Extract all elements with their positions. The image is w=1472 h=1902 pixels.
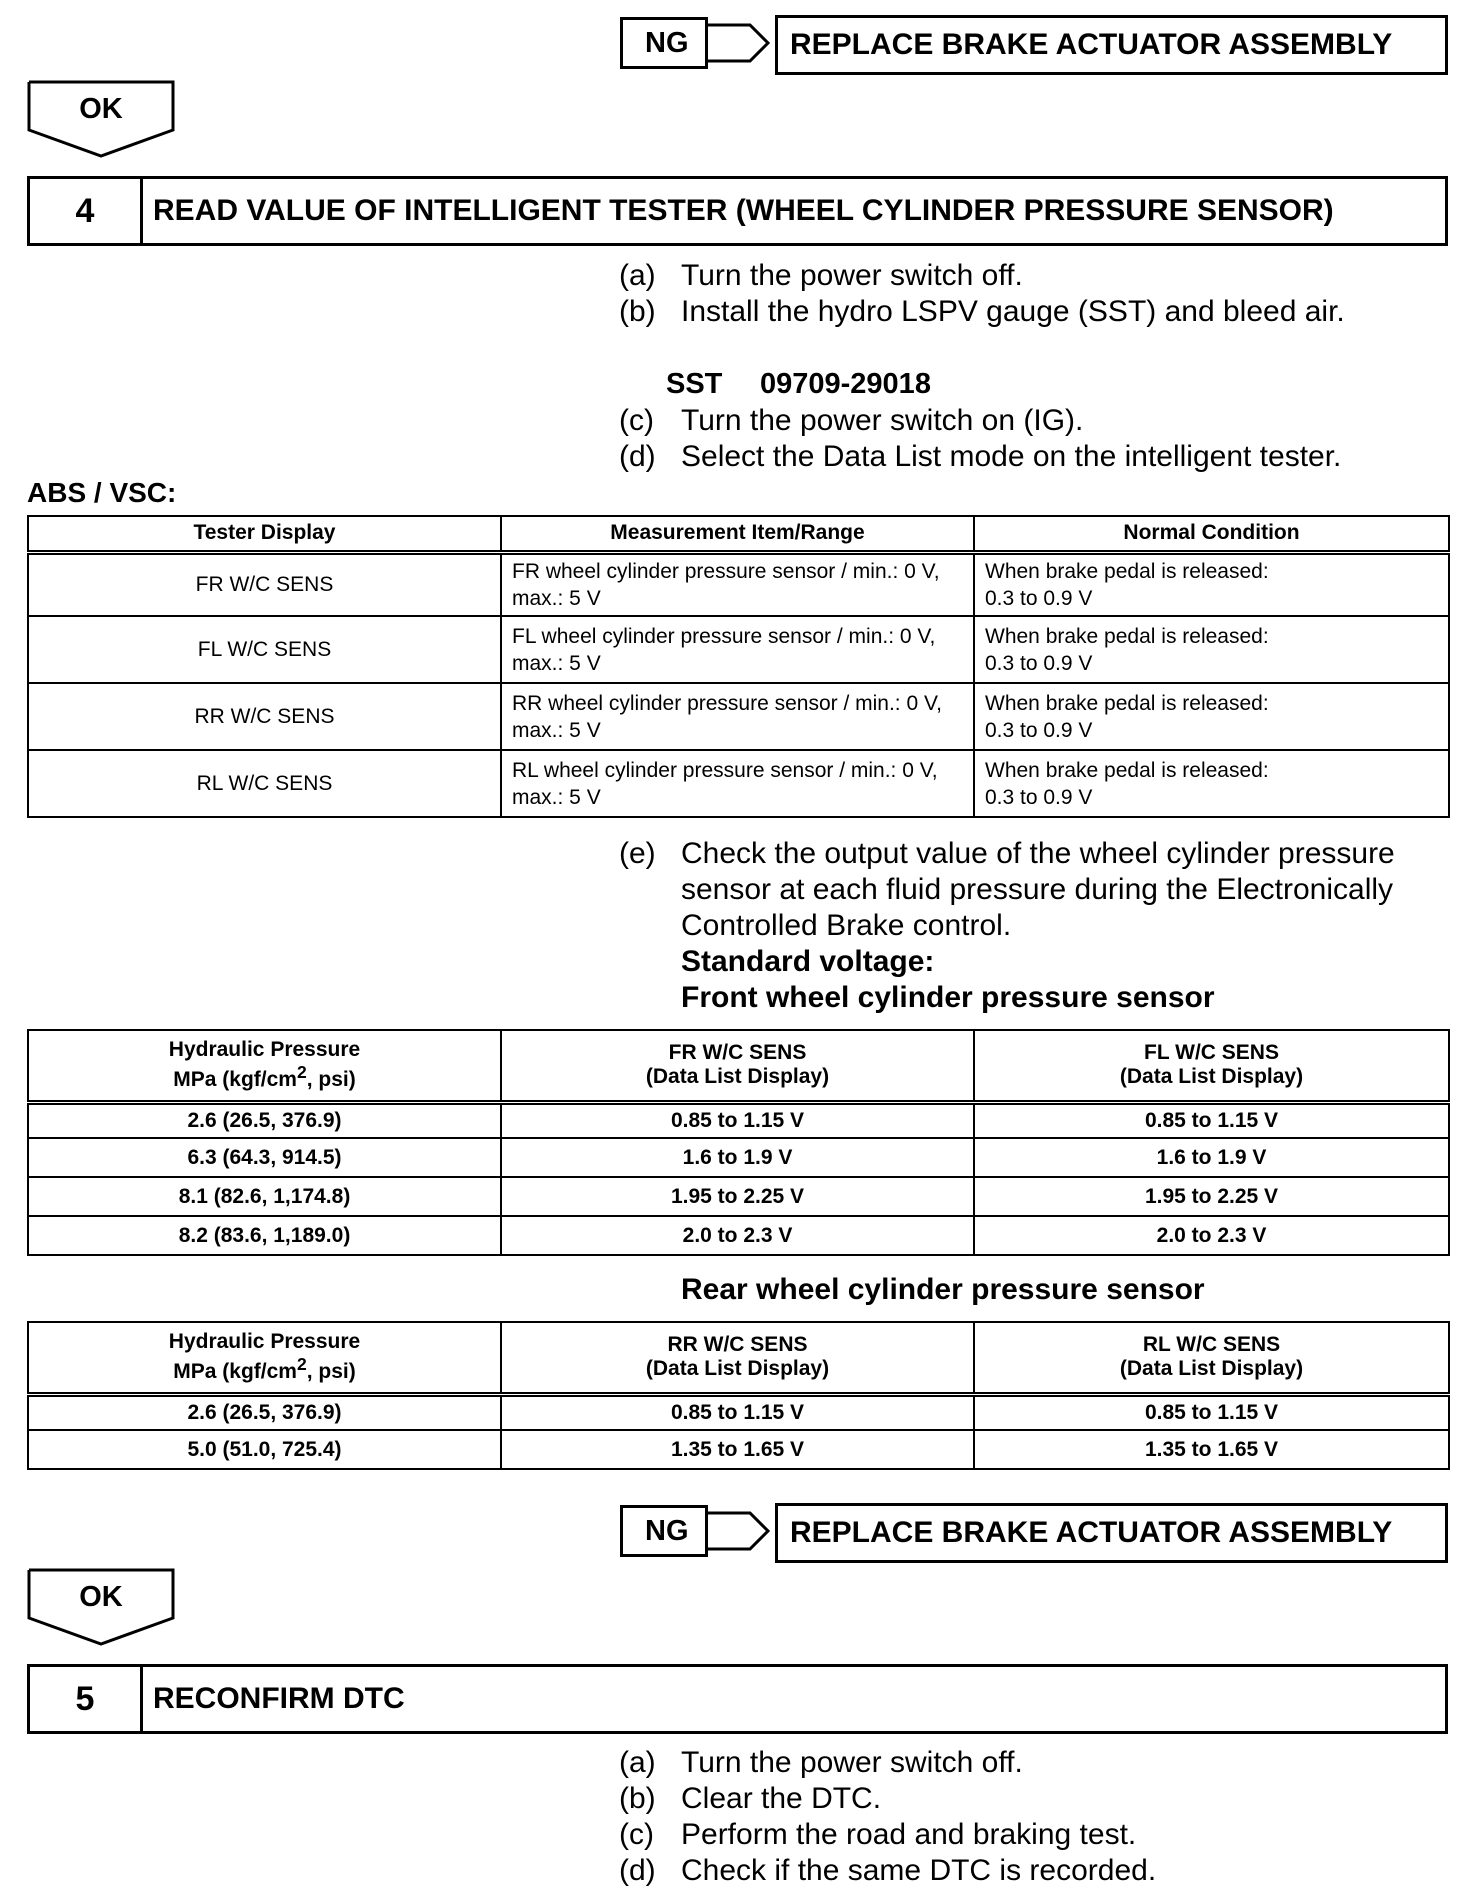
rear-sensor-title: Rear wheel cylinder pressure sensor xyxy=(681,1273,1205,1306)
instruction-e-line3: Controlled Brake control. xyxy=(681,909,1012,942)
table-row: 2.6 (26.5, 376.9) 0.85 to 1.15 V 0.85 to 1.15 V xyxy=(28,1102,1449,1138)
ng-arrow-icon xyxy=(706,1503,772,1559)
step-4-header xyxy=(27,176,1448,246)
front-sensor-table xyxy=(27,1029,1450,1256)
table-row: FL W/C SENS FL wheel cylinder pressure sensor / min.: 0 V, max.: 5 V When brake pedal is released: 0.3 to 0.9 V xyxy=(28,616,1449,683)
rear-sensor-table xyxy=(27,1321,1450,1470)
data-list-table xyxy=(27,515,1450,818)
standard-voltage-label: Standard voltage: xyxy=(681,945,935,978)
table-row: 8.2 (83.6, 1,189.0) 2.0 to 2.3 V 2.0 to 2.3 V xyxy=(28,1216,1449,1255)
replace-brake-actuator-result: REPLACE BRAKE ACTUATOR ASSEMBLY xyxy=(775,15,1448,75)
step-title: RECONFIRM DTC xyxy=(153,1682,405,1715)
sst-line: SST 09709-29018 xyxy=(666,368,931,400)
instruction-b: (b) Install the hydro LSPV gauge (SST) and bleed air. xyxy=(619,295,1345,328)
instruction-e-line2: sensor at each fluid pressure during the Electronically xyxy=(681,873,1394,906)
ng-arrow-icon xyxy=(706,15,772,71)
instruction-d: (d) Select the Data List mode on the intelligent tester. xyxy=(619,440,1342,473)
table-header-row: Hydraulic Pressure MPa ($kgf/cm^2$, psi) FR W/C SENS (Data List Display) FL W/C SENS (Data List Display) xyxy=(28,1030,1449,1102)
step-title: READ VALUE OF INTELLIGENT TESTER (WHEEL CYLINDER PRESSURE SENSOR) xyxy=(153,194,1334,227)
table-row: RR W/C SENS RR wheel cylinder pressure sensor / min.: 0 V, max.: 5 V When brake pedal is released: 0.3 to 0.9 V xyxy=(28,683,1449,750)
instruction-e: (e) Check the output value of the wheel cylinder pressure xyxy=(619,837,1395,870)
table-row: 8.1 (82.6, 1,174.8) 1.95 to 2.25 V 1.95 to 2.25 V xyxy=(28,1177,1449,1216)
table-row: 5.0 (51.0, 725.4) 1.35 to 1.65 V 1.35 to 1.65 V xyxy=(28,1430,1449,1469)
replace-brake-actuator-result: REPLACE BRAKE ACTUATOR ASSEMBLY xyxy=(775,1503,1448,1563)
ok-label: OK xyxy=(79,93,123,125)
abs-vsc-label: ABS / VSC: xyxy=(27,477,177,508)
table-row: FR W/C SENS FR wheel cylinder pressure sensor / min.: 0 V, max.: 5 V When brake pedal is released: 0.3 to 0.9 V xyxy=(28,552,1449,616)
step-number: 4 xyxy=(30,179,143,243)
instruction-a: (a) Turn the power switch off. xyxy=(619,1746,1023,1779)
instruction-a: (a) Turn the power switch off. xyxy=(619,259,1023,292)
instruction-d: (d) Check if the same DTC is recorded. xyxy=(619,1854,1157,1887)
table-row: RL W/C SENS RL wheel cylinder pressure sensor / min.: 0 V, max.: 5 V When brake pedal is released: 0.3 to 0.9 V xyxy=(28,750,1449,817)
ng-box: NG xyxy=(620,1505,708,1557)
table-header-row: Tester Display Measurement Item/Range Normal Condition xyxy=(28,516,1449,552)
table-row: 6.3 (64.3, 914.5) 1.6 to 1.9 V 1.6 to 1.9 V xyxy=(28,1138,1449,1177)
ok-label: OK xyxy=(79,1581,123,1613)
instruction-c: (c) Turn the power switch on (IG). xyxy=(619,404,1084,437)
instruction-c: (c) Perform the road and braking test. xyxy=(619,1818,1137,1851)
table-header-row: Hydraulic Pressure MPa ($kgf/cm^2$, psi) RR W/C SENS (Data List Display) RL W/C SENS (Data List Display) xyxy=(28,1322,1449,1394)
front-sensor-title: Front wheel cylinder pressure sensor xyxy=(681,981,1215,1014)
instruction-b: (b) Clear the DTC. xyxy=(619,1782,882,1815)
ng-box: NG xyxy=(620,17,708,69)
step-5-header xyxy=(27,1664,1448,1734)
table-row: 2.6 (26.5, 376.9) 0.85 to 1.15 V 0.85 to 1.15 V xyxy=(28,1394,1449,1430)
step-number: 5 xyxy=(30,1667,143,1731)
